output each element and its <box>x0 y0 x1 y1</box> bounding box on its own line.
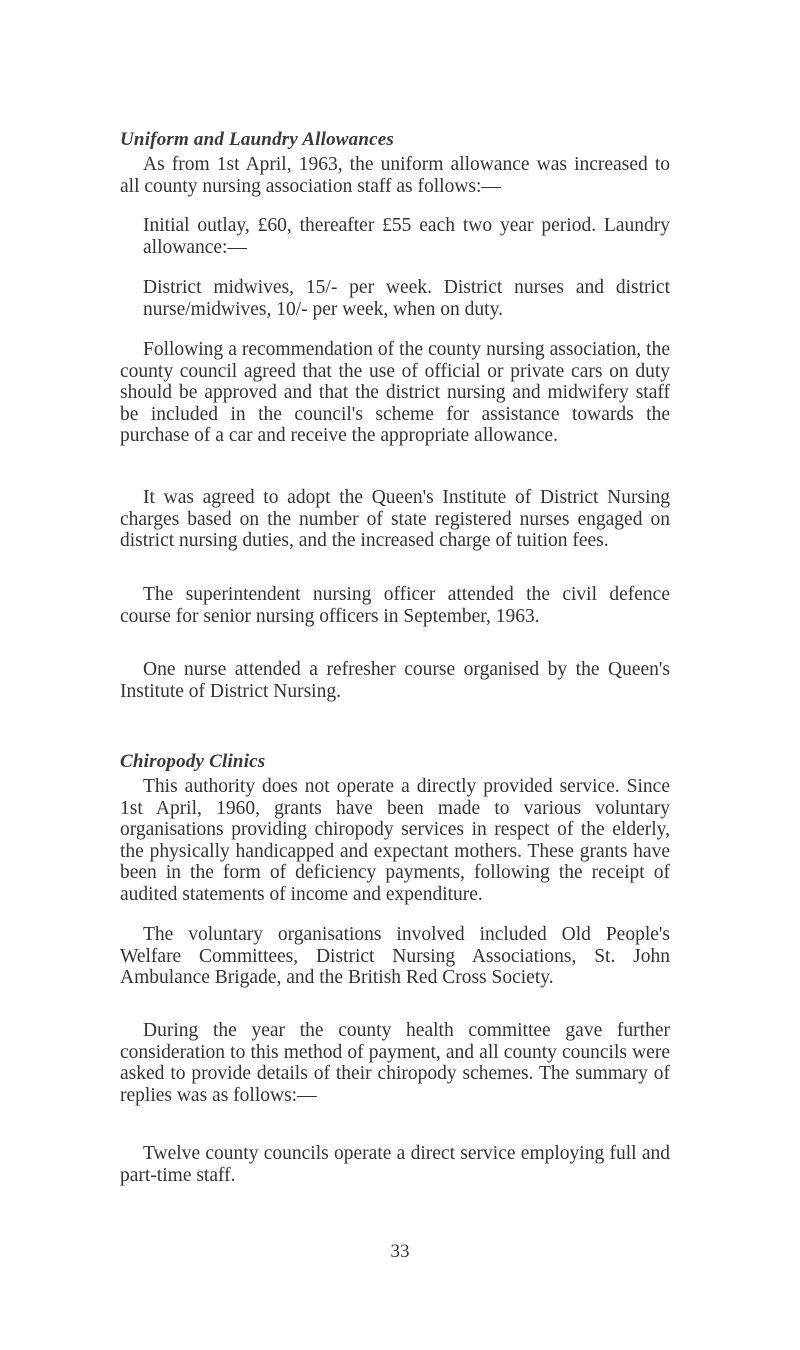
twelve-councils-paragraph: Twelve county councils operate a direct service employing full and part-time staff. <box>120 1143 670 1186</box>
laundry-rates-paragraph: District midwives, 15/- per week. District nurses and district nurse/midwives, 10/- per week, when on duty. <box>143 277 670 320</box>
chiropody-service-paragraph: This authority does not operate a directly provided service. Since 1st April, 1960, grants have been made to various voluntary organisations providing chiropody services in respect of the elderly, the physically handicapped and expectant mothers. These grants have been in the form of deficiency payments, following the receipt of audited statements of income and expenditure. <box>120 776 670 905</box>
voluntary-organisations-paragraph: The voluntary organisations involved included Old People's Welfare Committees, District Nursing Associations, St. John Ambulance Brigade, and the British Red Cross Society. <box>120 924 670 988</box>
nursing-charges-paragraph: It was agreed to adopt the Queen's Institute of District Nursing charges based on the number of state registered nurses engaged on district nursing duties, and the increased charge of tuition fees. <box>120 487 670 551</box>
chiropody-clinics-heading: Chiropody Clinics <box>120 751 266 772</box>
uniform-intro-paragraph: As from 1st April, 1963, the uniform allowance was increased to all county nursing association staff as follows:— <box>120 154 670 197</box>
car-allowance-paragraph: Following a recommendation of the county nursing association, the county council agreed that the use of official or private cars on duty should be approved and that the district nursing and midwifery staff be included in the council's scheme for assistance towards the purchase of a car and receive the appropriate allowance. <box>120 339 670 446</box>
committee-consideration-paragraph: During the year the county health committee gave further consideration to this method of payment, and all county councils were asked to provide details of their chiropody schemes. The summary of replies was as follows:— <box>120 1020 670 1106</box>
civil-defence-paragraph: The superintendent nursing officer attended the civil defence course for senior nursing officers in September, 1963. <box>120 584 670 627</box>
uniform-allowances-heading: Uniform and Laundry Allowances <box>120 129 394 150</box>
refresher-course-paragraph: One nurse attended a refresher course organised by the Queen's Institute of District Nursing. <box>120 659 670 702</box>
initial-outlay-paragraph: Initial outlay, £60, thereafter £55 each two year period. Laundry allowance:— <box>143 215 670 258</box>
page-number: 33 <box>390 1241 410 1262</box>
